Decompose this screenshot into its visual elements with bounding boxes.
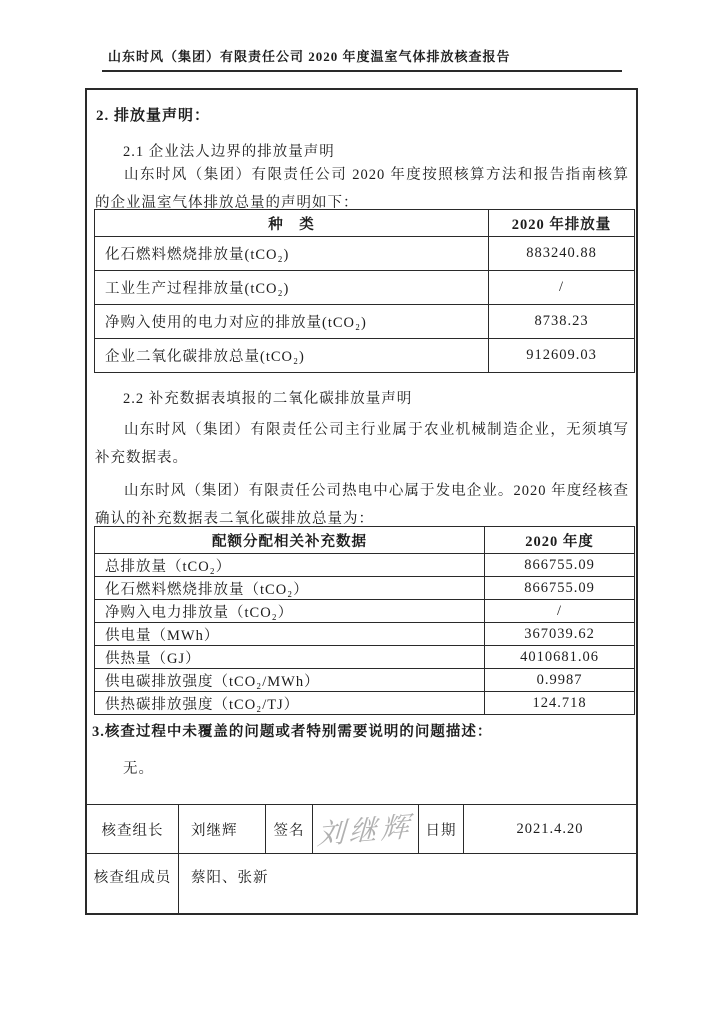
entity-emissions-table — [94, 209, 635, 373]
supplementary-row-label: 供电量（MWh） — [95, 623, 485, 646]
supplementary-row-label: 净购入电力排放量（tCO₂） — [95, 600, 485, 623]
table-header-row — [95, 210, 635, 237]
emission-row-label: 工业生产过程排放量(tCO₂) — [95, 271, 489, 305]
section2-sub1-paragraph: 山东时风（集团）有限责任公司 2020 年度按照核算方法和报告指南核算的企业温室气体排放总量的声明如下： — [95, 167, 629, 211]
table-header-row — [95, 527, 635, 554]
supplementary-data-header: 配额分配相关补充数据 — [95, 527, 485, 554]
signoff-leader-row — [87, 805, 636, 854]
section3-content: 无。 — [123, 761, 154, 777]
supplementary-row-value: 0.9987 — [485, 669, 635, 692]
supplementary-row-value: 4010681.06 — [485, 646, 635, 669]
supplementary-row-value: / — [485, 600, 635, 623]
table-row — [95, 339, 635, 373]
signoff-table — [87, 804, 636, 913]
emission-row-value: 883240.88 — [489, 237, 635, 271]
document-header — [102, 46, 622, 72]
date-label: 日期 — [419, 805, 464, 853]
emission-row-value: / — [489, 271, 635, 305]
table-row — [95, 600, 635, 623]
emission-row-label: 净购入使用的电力对应的排放量(tCO₂) — [95, 305, 489, 339]
supplementary-row-label: 化石燃料燃烧排放量（tCO₂） — [95, 577, 485, 600]
section2-sub2-paragraph2: 山东时风（集团）有限责任公司热电中心属于发电企业。2020 年度经核查确认的补充数据表二氧化碳排放总量为： — [95, 483, 629, 527]
signoff-members-row — [87, 854, 636, 913]
emission-row-value: 912609.03 — [489, 339, 635, 373]
table-row — [95, 623, 635, 646]
table-row — [95, 669, 635, 692]
supplementary-row-value: 866755.09 — [485, 554, 635, 577]
supplementary-2020-header: 2020 年度 — [485, 527, 635, 554]
section2-sub1-heading: 2.1 企业法人边界的排放量声明 — [123, 144, 335, 160]
supplementary-row-label: 总排放量（tCO₂） — [95, 554, 485, 577]
leader-label: 核查组长 — [87, 805, 179, 853]
table-row — [95, 646, 635, 669]
table-row — [95, 577, 635, 600]
supplementary-row-value: 367039.62 — [485, 623, 635, 646]
emission-row-value: 8738.23 — [489, 305, 635, 339]
leader-name: 刘继辉 — [179, 805, 266, 853]
members-label: 核查组成员 — [87, 854, 179, 913]
document-header-title: 山东时风（集团）有限责任公司 2020 年度温室气体排放核查报告 — [108, 49, 511, 64]
table-row — [95, 692, 635, 715]
handwritten-signature: 刘继辉 — [316, 811, 415, 852]
emissions-2020-header: 2020 年排放量 — [489, 210, 635, 237]
supplementary-row-label: 供电碳排放强度（tCO₂/MWh） — [95, 669, 485, 692]
report-content-box — [85, 88, 638, 915]
supplementary-row-value: 124.718 — [485, 692, 635, 715]
table-row — [95, 271, 635, 305]
signature-cell — [313, 805, 419, 853]
supplementary-data-table — [94, 526, 635, 715]
table-row — [95, 237, 635, 271]
signature-label: 签名 — [266, 805, 313, 853]
members-value: 蔡阳、张新 — [191, 870, 269, 886]
emission-row-label: 化石燃料燃烧排放量(tCO₂) — [95, 237, 489, 271]
emissions-type-header: 种 类 — [95, 210, 489, 237]
section3-heading: 3.核查过程中未覆盖的问题或者特别需要说明的问题描述： — [92, 724, 493, 740]
section2-heading: 2. 排放量声明： — [96, 108, 211, 124]
table-row — [95, 554, 635, 577]
table-row — [95, 305, 635, 339]
section2-sub2-paragraph1: 山东时风（集团）有限责任公司主行业属于农业机械制造企业，无须填写补充数据表。 — [95, 422, 629, 466]
section2-sub2-heading: 2.2 补充数据表填报的二氧化碳排放量声明 — [123, 391, 413, 407]
supplementary-row-value: 866755.09 — [485, 577, 635, 600]
supplementary-row-label: 供热量（GJ） — [95, 646, 485, 669]
supplementary-row-label: 供热碳排放强度（tCO₂/TJ） — [95, 692, 485, 715]
date-value: 2021.4.20 — [516, 820, 584, 837]
emission-row-label: 企业二氧化碳排放总量(tCO₂) — [95, 339, 489, 373]
